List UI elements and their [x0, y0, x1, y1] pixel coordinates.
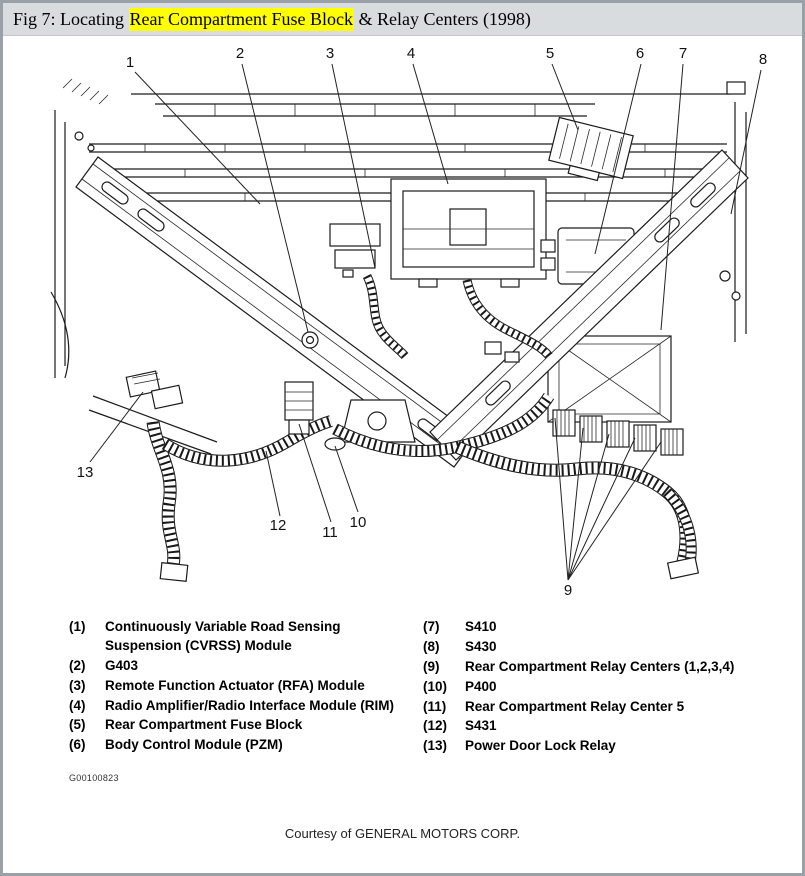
- legend-item: [69, 618, 423, 656]
- legend-item-number: (10): [423, 678, 448, 694]
- legend-item-number: (4): [69, 697, 86, 713]
- rear-shelf-panel: [155, 104, 595, 116]
- callout-9: 9: [563, 582, 573, 599]
- callout-13: 13: [76, 464, 94, 481]
- mid-connectors: [485, 342, 519, 362]
- legend-column-right: [423, 618, 802, 757]
- legend-item: [423, 638, 802, 657]
- legend-item-label: Rear Compartment Relay Center 5: [465, 698, 685, 714]
- callout-8: 8: [758, 51, 768, 68]
- legend-item-number: (11): [423, 698, 447, 714]
- legend-item-label: Rear Compartment Relay Centers (1,2,3,4): [465, 658, 735, 674]
- callout-10: 10: [349, 514, 367, 531]
- callout-1: 1: [125, 54, 135, 71]
- legend-item-number: (9): [423, 658, 440, 674]
- legend-item-number: (8): [423, 638, 440, 654]
- legend-item-label: Power Door Lock Relay: [465, 738, 616, 754]
- trunk-compartment-drawing: [35, 44, 775, 604]
- legend-item: [69, 716, 423, 735]
- legend-item-number: (7): [423, 619, 440, 634]
- legend-item-number: (1): [69, 619, 86, 634]
- legend-item: [423, 737, 802, 756]
- legend-item: [423, 618, 802, 637]
- legend-item-label: Continuously Variable Road Sensing Suspension (CVRSS) Module: [105, 619, 341, 653]
- legend-item-number: (12): [423, 718, 448, 734]
- callout-7: 7: [678, 45, 688, 62]
- figure-code: G00100823: [69, 773, 119, 784]
- legend-item-label: P400: [465, 678, 497, 694]
- legend-item-label: S430: [465, 638, 497, 654]
- title-prefix: Fig 7: Locating: [13, 8, 129, 29]
- callout-numbers: [77, 45, 768, 599]
- legend-item: [423, 658, 802, 677]
- callout-2: 2: [235, 45, 245, 62]
- g403-ground-stud: [302, 332, 318, 348]
- wiring-harness-top-center: [367, 276, 405, 356]
- callout-12: 12: [269, 517, 287, 534]
- legend-item-label: Rear Compartment Fuse Block: [105, 717, 303, 733]
- callout-4: 4: [406, 45, 416, 62]
- legend-item-label: Radio Amplifier/Radio Interface Module (RIM): [105, 697, 395, 713]
- legend-item: [69, 677, 423, 696]
- callout-5: 5: [545, 45, 555, 62]
- callout-6: 6: [635, 45, 645, 62]
- legend-item: [69, 697, 423, 716]
- relay-center-5: [285, 382, 313, 434]
- legend-item-number: (13): [423, 738, 448, 754]
- title-highlight: Rear Compartment Fuse Block: [129, 8, 353, 29]
- legend-item-label: S410: [465, 619, 497, 634]
- callout-leaders: [90, 64, 761, 580]
- harness-end-connectors: [160, 557, 698, 581]
- figure-title: [3, 3, 802, 36]
- fuse-block: [547, 117, 633, 186]
- courtesy-line: Courtesy of GENERAL MOTORS CORP.: [284, 826, 521, 841]
- legend-item-number: (6): [69, 737, 86, 753]
- callout-11: 11: [322, 524, 338, 541]
- diagram-area: [3, 36, 802, 610]
- legend-item-label: Remote Function Actuator (RFA) Module: [105, 677, 365, 693]
- legend-item-label: Body Control Module (PZM): [105, 737, 283, 753]
- legend-item: [69, 657, 423, 676]
- legend-item-label: G403: [105, 657, 139, 673]
- wiring-harness-module-drop: [467, 280, 549, 356]
- hatch-marks: [63, 79, 108, 104]
- legend-item-label: S431: [465, 718, 497, 734]
- legend-item: [423, 678, 802, 697]
- legend-item-number: (2): [69, 657, 86, 673]
- title-suffix: & Relay Centers (1998): [353, 8, 531, 29]
- legend-item-number: (5): [69, 717, 86, 733]
- rim-module: [391, 179, 546, 287]
- legend-item: [423, 717, 802, 736]
- rfa-module: [330, 224, 380, 277]
- legend-item: [69, 736, 423, 755]
- legend-column-left: [69, 618, 423, 757]
- legend: [69, 618, 802, 757]
- callout-3: 3: [325, 45, 335, 62]
- legend-item-number: (3): [69, 677, 86, 693]
- legend-item: [423, 698, 802, 717]
